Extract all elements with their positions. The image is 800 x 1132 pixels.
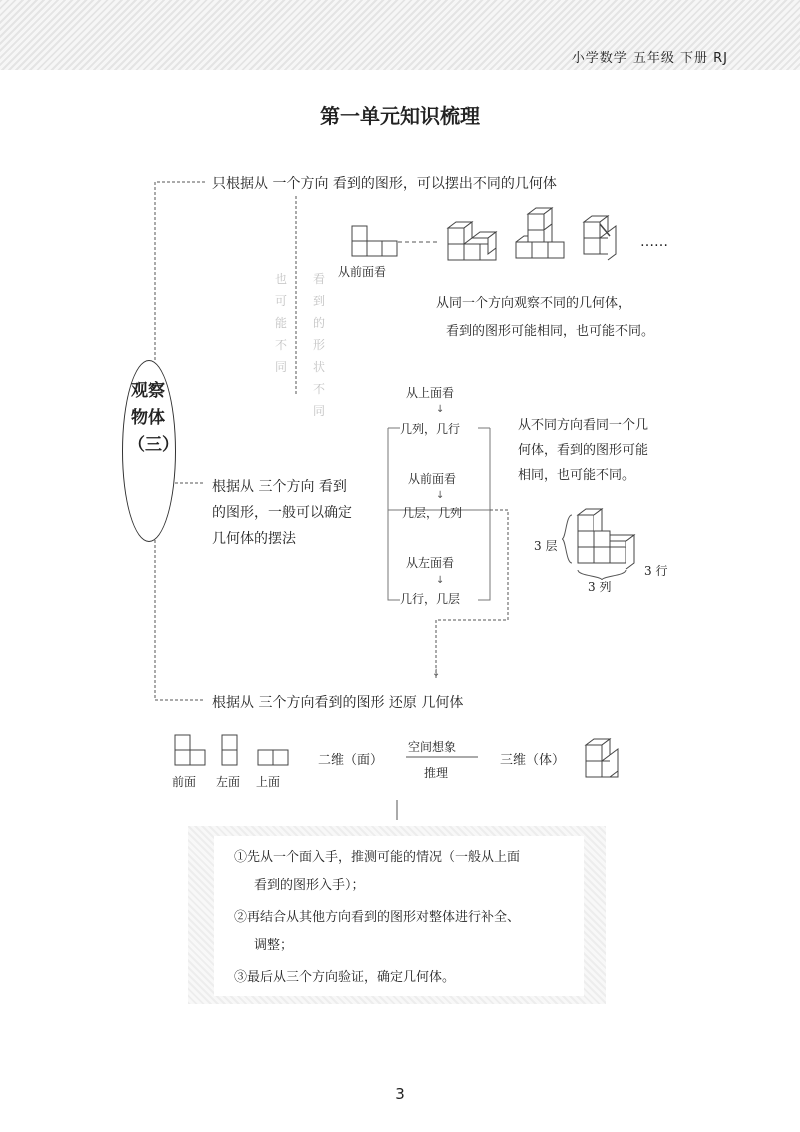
svg-text:↓: ↓ (436, 404, 445, 415)
step-2-line2: 调整； (254, 938, 294, 953)
branch2-note-line2: 何体，看到的图形可能 (518, 443, 649, 458)
two-d-label: 二维（面） (318, 753, 384, 768)
branch3-text: 根据从 三个方向看到的图形 还原 几何体 (212, 695, 464, 711)
caption-top: 上面 (256, 775, 281, 789)
dim-rows: 3 行 (644, 564, 668, 578)
page-title: 第一单元知识梳理 (320, 104, 480, 128)
svg-text:↓: ↓ (436, 490, 445, 501)
view-front-result: 几层，几列 (402, 506, 463, 520)
dim-layers: 3 层 (534, 539, 558, 553)
svg-text:↓: ↓ (432, 668, 441, 679)
faded-col-1: 也可能不同 (274, 272, 287, 374)
view-left-label: 从左面看 (406, 556, 455, 570)
branch2-text-line1: 根据从 三个方向 看到 (212, 479, 347, 495)
branch1-text: 只根据从 一个方向 看到的图形，可以摆出不同的几何体 (212, 176, 557, 192)
step-3-line1: ③最后从三个方向验证，确定几何体。 (234, 970, 456, 985)
step-1-line2: 看到的图形入手）； (254, 878, 365, 893)
page-number: 3 (395, 1085, 405, 1103)
branch2-note-line1: 从不同方向看同一个几 (518, 418, 649, 433)
dim-cols: 3 列 (588, 580, 612, 594)
caption-front: 前面 (172, 775, 197, 789)
svg-text:↓: ↓ (436, 575, 445, 586)
view-top-label: 从上面看 (406, 386, 455, 400)
arrow-bottom-label: 推理 (424, 766, 449, 780)
view-front-label: 从前面看 (408, 472, 457, 486)
three-d-label: 三维（体） (500, 753, 566, 768)
branch1-note-line2: 看到的图形可能相同，也可能不同。 (446, 324, 655, 339)
branch1-ellipsis: …… (640, 234, 668, 250)
faded-col-2: 看到的形状不同 (312, 272, 325, 418)
caption-left: 左面 (216, 775, 241, 789)
arrow-top-label: 空间想象 (408, 740, 457, 754)
step-1-line1: ①先从一个面入手，推测可能的情况（一般从上面 (234, 850, 521, 865)
branch1-note-line1: 从同一个方向观察不同的几何体， (436, 296, 632, 311)
branch2-text-line3: 几何体的摆法 (212, 531, 296, 547)
view-top-result: 几列，几行 (400, 422, 461, 436)
branch2-note-line3: 相同，也可能不同。 (518, 468, 636, 483)
view-left-result: 几行，几层 (400, 592, 461, 606)
topic-label: 观察物体（三） (128, 381, 179, 455)
header-text: 小学数学 五年级 下册 RJ (571, 51, 728, 66)
branch2-text-line2: 的图形，一般可以确定 (212, 505, 352, 521)
step-2-line1: ②再结合从其他方向看到的图形对整体进行补全、 (234, 910, 521, 925)
branch1-caption: 从前面看 (338, 265, 387, 279)
